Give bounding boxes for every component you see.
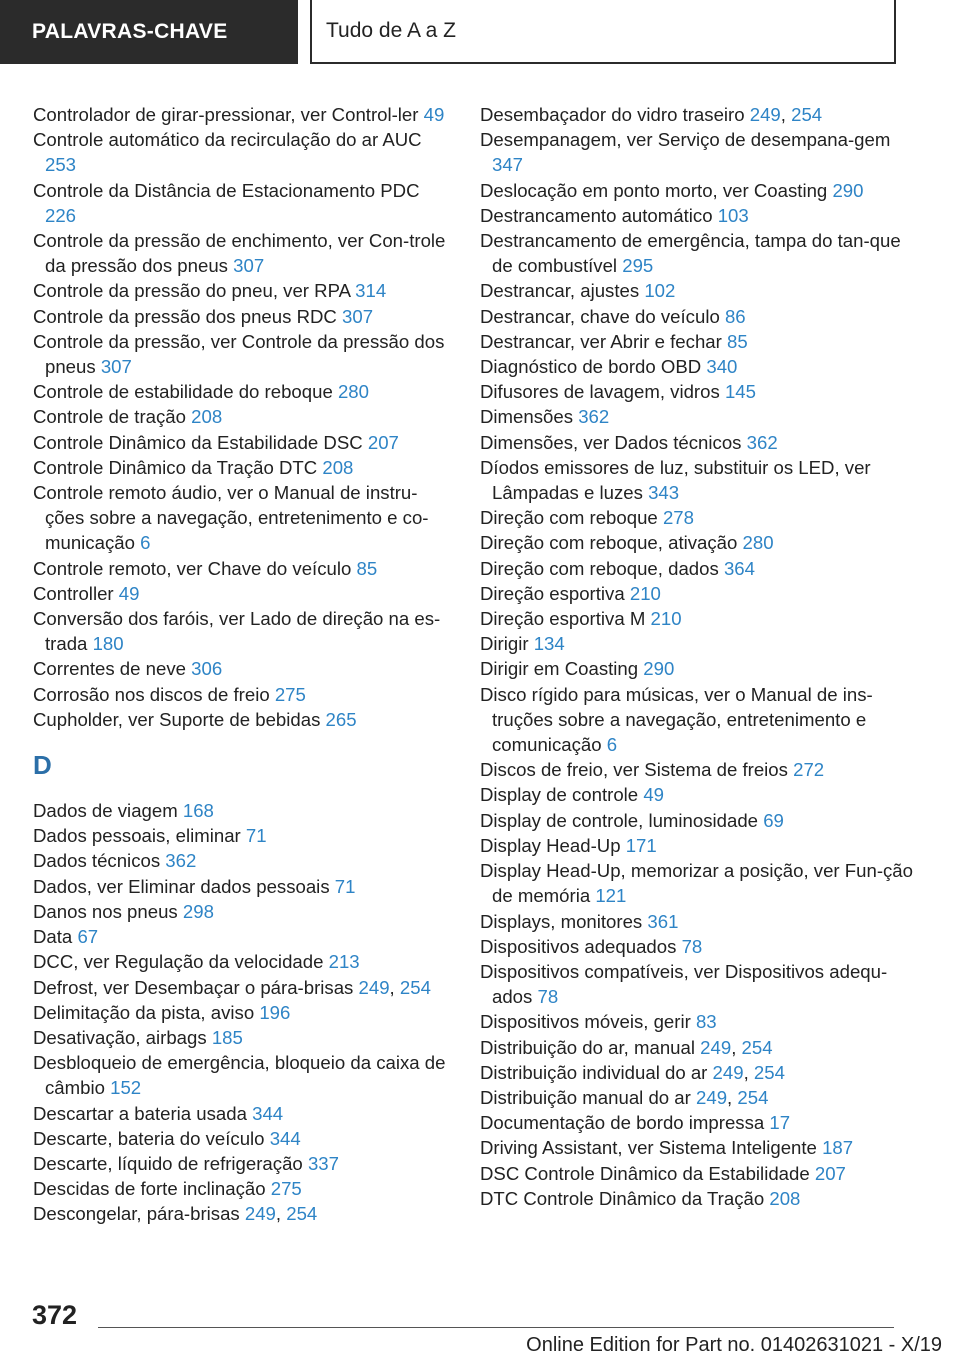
- index-entry-text: Driving Assistant, ver Sistema Inteligente: [480, 1137, 817, 1159]
- page-link[interactable]: 254: [741, 1036, 773, 1058]
- page-link[interactable]: 307: [100, 356, 132, 378]
- page-link[interactable]: 344: [269, 1127, 301, 1149]
- subsection-tab: Tudo de A a Z: [310, 0, 896, 64]
- page-link[interactable]: 280: [337, 381, 369, 403]
- page-link[interactable]: 78: [681, 935, 703, 957]
- index-entry: [480, 404, 920, 429]
- index-entry: [33, 102, 453, 127]
- page-link[interactable]: 254: [399, 976, 431, 998]
- page-link[interactable]: 272: [793, 759, 825, 781]
- index-entry-text: Direção esportiva: [480, 582, 625, 604]
- index-entry: [480, 556, 920, 581]
- page-link[interactable]: 361: [647, 910, 679, 932]
- page-link[interactable]: 168: [182, 800, 214, 822]
- page-link[interactable]: 102: [644, 280, 676, 302]
- index-entry: [480, 782, 920, 807]
- index-entry: [33, 329, 453, 379]
- page-link[interactable]: 85: [727, 330, 748, 352]
- page-link[interactable]: 213: [328, 951, 360, 973]
- page-link[interactable]: 340: [706, 356, 738, 378]
- page-link[interactable]: 208: [769, 1187, 801, 1209]
- index-entry: Distribuição do ar, manual 249, 254: [480, 1036, 773, 1058]
- index-entry-text: Disco rígido para músicas, ver o Manual de ins‐truções sobre a navegação, entretenimento e comunicação: [480, 683, 873, 756]
- index-entry: [480, 959, 920, 1009]
- index-entry: [33, 682, 453, 707]
- page-link[interactable]: 69: [763, 809, 784, 831]
- index-entry: [33, 707, 453, 732]
- index-entry-text: Direção com reboque: [480, 507, 658, 529]
- page-link[interactable]: 187: [822, 1137, 854, 1159]
- index-entry-text: Controlador de girar-pressionar, ver Control‐ler: [33, 104, 419, 125]
- index-entry-text: Controle de tração: [33, 406, 186, 428]
- index-entry: [33, 606, 453, 656]
- index-entry-text: Destrancar, ajustes: [480, 280, 640, 302]
- index-entry: [33, 798, 453, 823]
- index-entry-text: Controle da pressão dos pneus RDC: [33, 305, 337, 327]
- index-entry: [33, 848, 453, 873]
- index-entry-text: Display de controle: [480, 784, 639, 806]
- index-entry-text: Desativação, airbags: [33, 1026, 207, 1048]
- index-entry: [33, 899, 453, 924]
- index-entry-text: Direção esportiva M: [480, 608, 646, 630]
- index-entry: [480, 278, 920, 303]
- index-entry: [33, 379, 453, 404]
- index-entry: [33, 1000, 453, 1025]
- index-entry-text: Desbloqueio de emergência, bloqueio da caixa de câmbio: [33, 1052, 446, 1099]
- index-entry: [33, 1151, 453, 1176]
- page-link[interactable]: 210: [650, 608, 682, 630]
- index-entry: [480, 858, 920, 908]
- index-entry-text: Deslocação em ponto morto, ver Coasting: [480, 179, 828, 201]
- index-entry-text: Descongelar, pára-brisas: [33, 1203, 240, 1225]
- index-entry-text: Descarte, bateria do veículo: [33, 1127, 265, 1149]
- index-entry: [480, 833, 920, 858]
- page-link[interactable]: 362: [746, 431, 778, 453]
- index-entry-text: Conversão dos faróis, ver Lado de direção na es‐trada: [33, 608, 441, 655]
- index-list-d-continued: [480, 102, 920, 1211]
- page-link[interactable]: 298: [182, 900, 214, 922]
- index-entry: Defrost, ver Desembaçar o pára-brisas 249, 254: [33, 976, 431, 998]
- index-entry: [480, 656, 920, 681]
- page-link[interactable]: 253: [45, 154, 77, 176]
- index-entry: [480, 1186, 920, 1211]
- edition-note: Online Edition for Part no. 01402631021 - X/19: [526, 1334, 942, 1356]
- page-link[interactable]: 71: [245, 825, 267, 847]
- index-entry-text: Distribuição do ar, manual: [480, 1036, 695, 1058]
- page-link[interactable]: 78: [537, 986, 559, 1008]
- index-entry-text: Documentação de bordo impressa: [480, 1112, 765, 1134]
- index-entry-text: Dimensões, ver Dados técnicos: [480, 431, 742, 453]
- index-entry: [33, 556, 453, 581]
- index-entry-text: Dirigir em Coasting: [480, 658, 639, 680]
- page-link[interactable]: 226: [45, 204, 77, 226]
- index-entry-text: Dados técnicos: [33, 850, 161, 872]
- page-number: 372: [32, 1300, 78, 1330]
- footer-divider: [98, 1327, 894, 1328]
- page-link[interactable]: 265: [325, 708, 357, 730]
- index-entry-text: Dispositivos móveis, gerir: [480, 1011, 691, 1033]
- page-link[interactable]: 171: [625, 834, 657, 856]
- index-entry: [33, 1126, 453, 1151]
- page-link[interactable]: 362: [578, 406, 610, 428]
- index-entry: [33, 656, 453, 681]
- index-entry-text: Delimitação da pista, aviso: [33, 1001, 255, 1023]
- index-column-left: [33, 102, 453, 1227]
- index-entry-text: Dimensões: [480, 406, 574, 428]
- page-link[interactable]: 249: [696, 1086, 728, 1108]
- index-entry-text: Discos de freio, ver Sistema de freios: [480, 759, 788, 781]
- page-link[interactable]: 364: [723, 557, 755, 579]
- index-entry-text: Descidas de forte inclinação: [33, 1178, 266, 1200]
- page-link[interactable]: 278: [662, 507, 694, 529]
- index-entry-text: Controle de estabilidade do reboque: [33, 381, 333, 403]
- index-entry: [480, 682, 920, 758]
- index-entry-text: Controle da Distância de Estacionamento PDC: [33, 179, 420, 201]
- page-link[interactable]: 290: [643, 658, 675, 680]
- index-entry: [33, 430, 453, 455]
- index-entry-text: Defrost, ver Desembaçar o pára-brisas: [33, 976, 354, 998]
- page-link[interactable]: 134: [533, 633, 565, 655]
- index-entry-text: Correntes de neve: [33, 658, 186, 680]
- index-entry-text: Dirigir: [480, 633, 529, 655]
- index-entry: Distribuição individual do ar 249, 254: [480, 1061, 785, 1083]
- index-entry-text: Dados de viagem: [33, 800, 178, 822]
- index-entry: [33, 455, 453, 480]
- page-link[interactable]: 307: [342, 305, 374, 327]
- index-entry-text: Displays, monitores: [480, 910, 643, 932]
- index-entry: [480, 505, 920, 530]
- index-entry-text: Dispositivos adequados: [480, 935, 677, 957]
- index-entry-text: Destrancar, ver Abrir e fechar: [480, 330, 722, 352]
- index-entry: [33, 1176, 453, 1201]
- page-link[interactable]: 6: [606, 734, 618, 756]
- index-entry: [480, 228, 920, 278]
- page-link[interactable]: 210: [629, 582, 661, 604]
- index-entry: [480, 178, 920, 203]
- page-link[interactable]: 208: [322, 456, 354, 478]
- page-link[interactable]: 344: [252, 1102, 284, 1124]
- page-link[interactable]: 314: [355, 280, 387, 302]
- index-list-d: [33, 798, 453, 1226]
- index-entry-text: Desembaçador do vidro traseiro: [480, 104, 745, 125]
- page-link[interactable]: 85: [356, 557, 378, 579]
- index-entry-text: Controle da pressão, ver Controle da pressão dos pneus: [33, 330, 445, 378]
- page-link[interactable]: 185: [211, 1026, 243, 1048]
- index-entry: [480, 329, 920, 354]
- page-link[interactable]: 49: [423, 104, 445, 125]
- index-entry: [33, 304, 453, 329]
- index-entry: [33, 823, 453, 848]
- page-link[interactable]: 249: [712, 1061, 744, 1083]
- index-entry-text: Destrancamento automático: [480, 204, 713, 226]
- page-link[interactable]: 49: [643, 784, 664, 806]
- index-entry: [33, 480, 453, 556]
- page-link[interactable]: 86: [724, 305, 746, 327]
- index-entry: [480, 808, 920, 833]
- page-link[interactable]: 306: [191, 658, 223, 680]
- index-entry: [33, 278, 453, 303]
- page-link[interactable]: 17: [769, 1112, 791, 1134]
- page-link[interactable]: 49: [118, 582, 140, 604]
- index-entry: [480, 581, 920, 606]
- index-entry-text: Descartar a bateria usada: [33, 1102, 247, 1124]
- index-entry: [33, 127, 453, 177]
- index-entry: [480, 127, 920, 177]
- index-entry-text: Direção com reboque, dados: [480, 557, 719, 579]
- page-link[interactable]: 208: [191, 406, 223, 428]
- index-entry: [480, 1135, 920, 1160]
- index-entry-text: Dados, ver Eliminar dados pessoais: [33, 875, 330, 897]
- index-entry: [480, 934, 920, 959]
- page-link[interactable]: 6: [140, 532, 151, 554]
- page-link[interactable]: 290: [832, 179, 864, 201]
- index-entry-text: Corrosão nos discos de freio: [33, 683, 270, 705]
- index-entry: [480, 530, 920, 555]
- section-letter: D: [33, 750, 52, 781]
- index-entry-text: Direção com reboque, ativação: [480, 532, 738, 554]
- index-entry-text: Difusores de lavagem, vidros: [480, 381, 720, 403]
- page-link[interactable]: 254: [791, 104, 823, 125]
- index-entry: [480, 430, 920, 455]
- index-entry-text: Controller: [33, 582, 114, 604]
- index-entry: [480, 909, 920, 934]
- page-link[interactable]: 83: [695, 1011, 717, 1033]
- index-entry: [33, 949, 453, 974]
- index-entry: [480, 606, 920, 631]
- index-entry: [33, 874, 453, 899]
- page-link[interactable]: 362: [165, 850, 197, 872]
- index-entry-text: Controle remoto, ver Chave do veículo: [33, 557, 352, 579]
- page-header: [0, 0, 960, 66]
- page-link[interactable]: 249: [700, 1036, 732, 1058]
- page-link[interactable]: 180: [92, 633, 124, 655]
- index-entry-text: Controle da pressão de enchimento, ver Con‐trole da pressão dos pneus: [33, 230, 446, 277]
- index-entry-text: Controle Dinâmico da Estabilidade DSC: [33, 431, 363, 453]
- index-entry: Desembaçador do vidro traseiro 249, 254: [480, 104, 823, 125]
- page-link[interactable]: 145: [724, 381, 756, 403]
- index-entry: [33, 1101, 453, 1126]
- index-entry-text: Display Head-Up, memorizar a posição, ver Fun‐ção de memória: [480, 860, 913, 907]
- index-entry-text: Distribuição individual do ar: [480, 1061, 708, 1083]
- index-entry-text: Display de controle, luminosidade: [480, 809, 759, 831]
- index-entry-text: Cupholder, ver Suporte de bebidas: [33, 708, 321, 730]
- page-link[interactable]: 249: [244, 1203, 276, 1225]
- index-entry-text: DSC Controle Dinâmico da Estabilidade: [480, 1162, 810, 1184]
- page-link[interactable]: 249: [358, 976, 390, 998]
- index-entry-text: DTC Controle Dinâmico da Tração: [480, 1187, 765, 1209]
- page-link[interactable]: 67: [77, 926, 99, 948]
- page-link[interactable]: 307: [233, 255, 265, 277]
- page-link[interactable]: 196: [259, 1001, 291, 1023]
- index-entry: [480, 455, 920, 505]
- index-entry: [33, 404, 453, 429]
- page-link[interactable]: 249: [749, 104, 781, 125]
- index-entry: [480, 304, 920, 329]
- index-entry-text: Destrancar, chave do veículo: [480, 305, 720, 327]
- index-entry: [480, 354, 920, 379]
- index-entry-text: Display Head-Up: [480, 834, 621, 856]
- page-link[interactable]: 337: [307, 1152, 339, 1174]
- index-entry: [33, 581, 453, 606]
- page-link[interactable]: 275: [274, 683, 306, 705]
- page-link[interactable]: 275: [270, 1178, 302, 1200]
- index-entry-text: Diagnóstico de bordo OBD: [480, 356, 702, 378]
- index-entry-text: Controle Dinâmico da Tração DTC: [33, 456, 318, 478]
- index-entry-text: Distribuição manual do ar: [480, 1086, 691, 1108]
- index-entry: [33, 924, 453, 949]
- index-entry-text: Díodos emissores de luz, substituir os LED, ver Lâmpadas e luzes: [480, 456, 871, 504]
- index-entry: [480, 631, 920, 656]
- index-entry: [480, 1110, 920, 1135]
- index-entry-text: Descarte, líquido de refrigeração: [33, 1152, 303, 1174]
- index-entry-text: Destrancamento de emergência, tampa do tan‐que de combustível: [480, 230, 901, 277]
- index-entry: [33, 178, 453, 228]
- page-link[interactable]: 207: [814, 1162, 846, 1184]
- page-link[interactable]: 207: [367, 431, 399, 453]
- index-entry: [33, 1050, 453, 1100]
- index-entry: [480, 757, 920, 782]
- index-entry-text: Desempanagem, ver Serviço de desempana‐gem: [480, 129, 891, 151]
- index-entry: [33, 228, 453, 278]
- page-link[interactable]: 343: [648, 482, 680, 504]
- page-link[interactable]: 254: [737, 1086, 769, 1108]
- index-entry: [33, 1025, 453, 1050]
- page-link[interactable]: 347: [492, 154, 524, 176]
- index-entry-text: Controle automático da recirculação do ar AUC: [33, 129, 422, 151]
- index-entry-text: Controle remoto áudio, ver o Manual de instru‐ções sobre a navegação, entretenimento e co‐municação: [33, 482, 429, 554]
- page-link[interactable]: 295: [622, 255, 654, 277]
- page-link[interactable]: 254: [286, 1203, 318, 1225]
- section-tab: PALAVRAS-CHAVE: [0, 0, 298, 64]
- page-link[interactable]: 152: [110, 1077, 142, 1099]
- index-entry-text: Danos nos pneus: [33, 900, 178, 922]
- index-entry: [480, 1009, 920, 1034]
- page-link[interactable]: 280: [742, 532, 774, 554]
- index-entry: Distribuição manual do ar 249, 254: [480, 1086, 769, 1108]
- page-link[interactable]: 103: [717, 204, 749, 226]
- index-entry: Descongelar, pára-brisas 249, 254: [33, 1203, 318, 1225]
- index-entry-text: Dispositivos compatíveis, ver Dispositivos adequ‐ados: [480, 960, 888, 1008]
- index-entry: [480, 203, 920, 228]
- index-entry-text: DCC, ver Regulação da velocidade: [33, 951, 324, 973]
- index-entry-text: Controle da pressão do pneu, ver RPA: [33, 280, 350, 302]
- index-entry: [480, 1161, 920, 1186]
- index-column-right: [480, 102, 920, 1211]
- page-link[interactable]: 254: [753, 1061, 785, 1083]
- index-entry-text: Data: [33, 926, 73, 948]
- page-link[interactable]: 121: [595, 885, 627, 907]
- page-link[interactable]: 71: [334, 875, 356, 897]
- index-entry: [480, 379, 920, 404]
- index-list-c: [33, 102, 453, 732]
- index-entry-text: Dados pessoais, eliminar: [33, 825, 241, 847]
